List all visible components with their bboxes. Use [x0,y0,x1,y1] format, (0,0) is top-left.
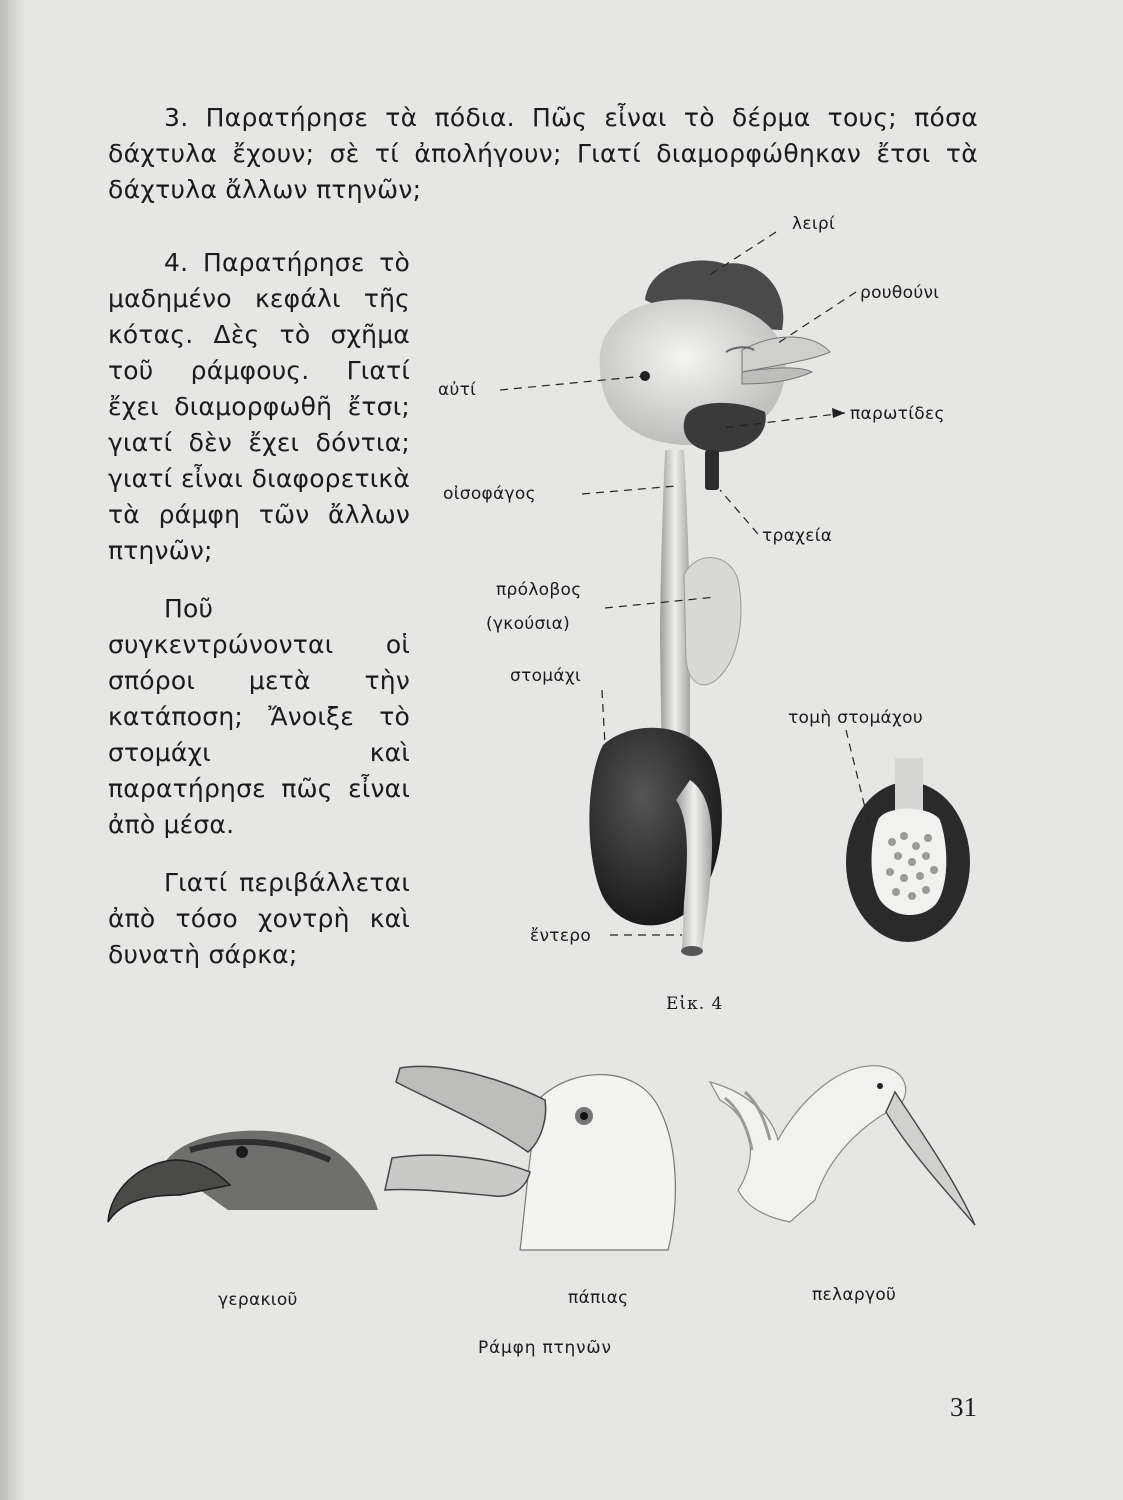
parotid-arrow-head [832,408,845,418]
label-duck-beak: πάπιας [568,1288,629,1308]
question-4-paragraph-2: Ποῦ συγκεντρώνονται οἱ σπόροι μετὰ τὴν κατάποση; Ἄνοιξε τὸ στομάχι καὶ παρατήρησε πῶς εἶναι ἀπὸ μέσα. [108,594,410,839]
duck-head-illustration [385,1066,675,1250]
stork-head-illustration [710,1066,975,1225]
label-crop-alt: (γκούσια) [486,614,571,634]
hawk-eye [236,1146,248,1158]
label-stomach-section: τομὴ στομάχου [788,708,924,728]
question-4-text: 4. Παρατήρησε τὸ μαδημένο κεφάλι τῆς κότας. Δὲς τὸ σχῆμα τοῦ ράμφους. Γιατί ἔχει διαμορφωθῆ ἔτσι; γιατί δὲν ἔχει δόντια; γιατί εἶναι διαφορετικὰ τὰ ράμφη τῶν ἄλλων πτηνῶν; [108,248,410,565]
duck-lower-bill [385,1155,530,1196]
stork-eye [877,1083,883,1089]
label-esophagus: οἰσοφάγος [443,484,536,504]
crop-shape [684,558,741,685]
label-stork-beak: πελαργοῦ [812,1285,897,1305]
stomach-section-illustration [846,758,970,942]
label-hawk-beak: γερακιοῦ [218,1290,298,1310]
label-stomach: στομάχι [510,666,582,686]
lower-beak-shape [742,368,812,384]
label-nostril: ρουθούνι [860,283,940,303]
stork-neck-shape [710,1066,906,1222]
hawk-head-illustration [108,1131,378,1222]
label-trachea: τραχεία [762,526,833,546]
question-4-paragraph-3: Γιατί περιβάλλεται ἀπὸ τόσο χοντρὴ καὶ δυνατὴ σάρκα; [108,868,410,969]
label-ear: αὐτί [438,380,477,400]
trachea-shape [705,450,719,490]
label-intestine: ἔντερο [530,926,592,946]
page-number: 31 [950,1392,977,1422]
digestive-tract-illustration [589,450,741,956]
duck-upper-bill [396,1066,546,1152]
intestine-end-shape [681,946,703,956]
label-comb: λειρί [792,214,836,234]
label-parotids: παρωτίδες [850,404,945,424]
wattle-shape [684,403,766,452]
question-3-text: 3. Παρατήρησε τὰ πόδια. Πῶς εἶναι τὸ δέρμα τους; πόσα δάχτυλα ἔχουν; σὲ τί ἀπολήγουν; Γιατί διαμορφώθηκαν ἔτσι τὰ δάχτυλα ἄλλων πτηνῶν; [108,103,978,204]
chicken-head-illustration [600,260,830,452]
label-crop: πρόλοβος [496,580,582,600]
beaks-caption: Ράμφη πτηνῶν [478,1338,612,1358]
stork-beak-shape [886,1092,975,1225]
figure-4-caption: Εἰκ. 4 [666,994,724,1014]
